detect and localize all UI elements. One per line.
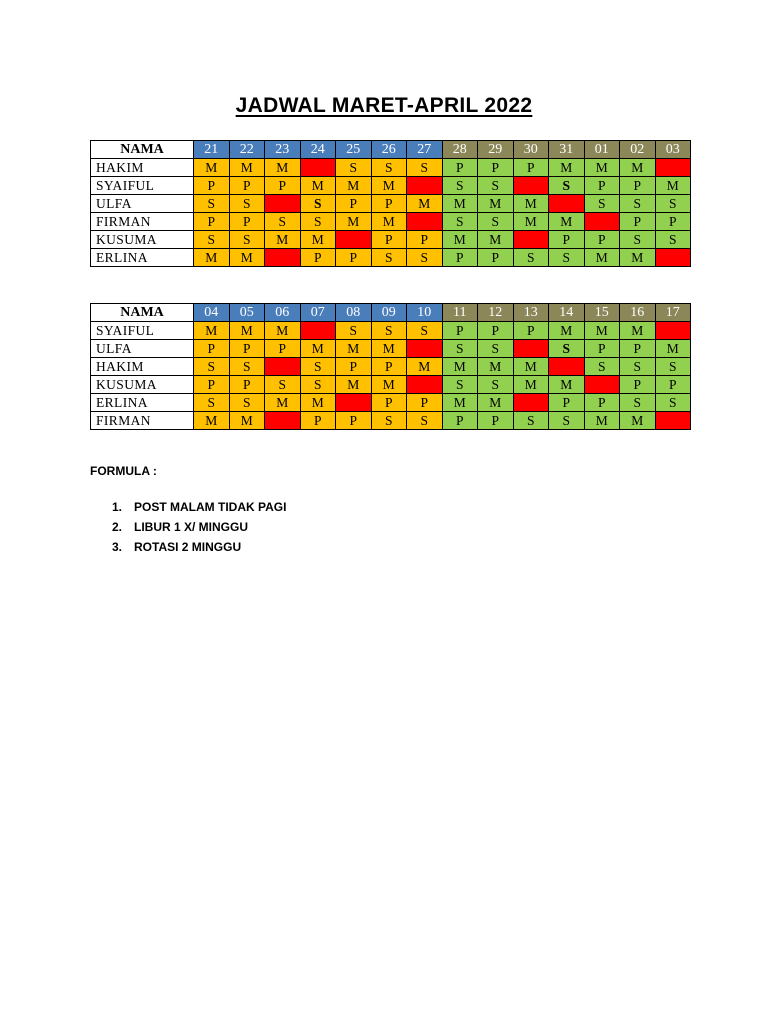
header-row <box>91 304 691 322</box>
table-row <box>91 195 691 213</box>
shift-cell: P <box>407 394 443 412</box>
shift-cell: S <box>194 195 230 213</box>
table-row <box>91 249 691 267</box>
off-day-cell <box>336 394 372 412</box>
shift-cell: M <box>549 322 585 340</box>
shift-cell: S <box>371 159 407 177</box>
day-header: 29 <box>478 141 514 159</box>
shift-cell: M <box>229 249 265 267</box>
shift-cell: M <box>407 195 443 213</box>
shift-cell: M <box>513 358 549 376</box>
off-day-cell <box>265 358 301 376</box>
page-title: JADWAL MARET-APRIL 2022 <box>235 94 533 117</box>
off-day-cell <box>336 231 372 249</box>
shift-cell: P <box>336 358 372 376</box>
off-day-cell <box>265 249 301 267</box>
shift-cell: S <box>584 195 620 213</box>
shift-cell: S <box>194 358 230 376</box>
rule-text: ROTASI 2 MINGGU <box>134 540 242 554</box>
list-number: 1. <box>112 500 123 514</box>
shift-cell: M <box>584 412 620 430</box>
schedule-table-march <box>90 140 691 267</box>
shift-cell: P <box>655 213 691 231</box>
day-header: 08 <box>336 304 372 322</box>
rule-text: POST MALAM TIDAK PAGI <box>134 500 287 514</box>
shift-cell: P <box>265 177 301 195</box>
day-header: 24 <box>300 141 336 159</box>
shift-cell: S <box>229 394 265 412</box>
shift-cell: M <box>478 195 514 213</box>
shift-cell: M <box>229 412 265 430</box>
list-number: 2. <box>112 520 123 534</box>
day-header: 30 <box>513 141 549 159</box>
shift-cell: M <box>194 159 230 177</box>
shift-cell: S <box>620 195 656 213</box>
shift-cell: S <box>620 358 656 376</box>
shift-cell: P <box>229 376 265 394</box>
shift-cell: M <box>336 213 372 231</box>
shift-cell: S <box>194 394 230 412</box>
shift-cell: P <box>300 412 336 430</box>
staff-name: KUSUMA <box>91 376 194 394</box>
shift-cell: P <box>478 249 514 267</box>
shift-cell: P <box>478 412 514 430</box>
off-day-cell <box>300 159 336 177</box>
day-header: 13 <box>513 304 549 322</box>
shift-cell: P <box>336 249 372 267</box>
shift-cell: P <box>620 177 656 195</box>
shift-cell: P <box>620 340 656 358</box>
table-row <box>91 340 691 358</box>
shift-cell: M <box>407 358 443 376</box>
shift-cell: M <box>620 249 656 267</box>
table-row <box>91 231 691 249</box>
shift-cell: M <box>549 213 585 231</box>
shift-cell: M <box>655 177 691 195</box>
shift-cell: P <box>442 159 478 177</box>
name-column-header: NAMA <box>91 304 194 322</box>
shift-cell: S <box>513 412 549 430</box>
shift-cell: S <box>265 213 301 231</box>
staff-name: HAKIM <box>91 358 194 376</box>
table-row <box>91 159 691 177</box>
shift-cell: S <box>229 358 265 376</box>
shift-cell: P <box>620 213 656 231</box>
shift-cell: S <box>336 159 372 177</box>
shift-cell: S <box>549 412 585 430</box>
staff-name: ULFA <box>91 195 194 213</box>
shift-cell: P <box>371 195 407 213</box>
off-day-cell <box>513 394 549 412</box>
off-day-cell <box>655 322 691 340</box>
formula-label: FORMULA : <box>90 464 157 478</box>
shift-cell: S <box>407 412 443 430</box>
day-header: 31 <box>549 141 585 159</box>
shift-cell: P <box>229 177 265 195</box>
shift-cell: S <box>442 177 478 195</box>
table-row <box>91 358 691 376</box>
shift-cell: S <box>407 249 443 267</box>
off-day-cell <box>584 376 620 394</box>
shift-cell: M <box>478 394 514 412</box>
table-row <box>91 376 691 394</box>
shift-cell: M <box>229 159 265 177</box>
day-header: 27 <box>407 141 443 159</box>
shift-cell: S <box>549 340 585 358</box>
shift-cell: P <box>442 412 478 430</box>
shift-cell: S <box>300 376 336 394</box>
shift-cell: S <box>229 231 265 249</box>
off-day-cell <box>407 376 443 394</box>
shift-cell: M <box>655 340 691 358</box>
shift-cell: M <box>265 322 301 340</box>
schedule-table-april <box>90 303 691 430</box>
shift-cell: S <box>655 394 691 412</box>
shift-cell: P <box>549 394 585 412</box>
shift-cell: M <box>300 394 336 412</box>
shift-cell: M <box>194 322 230 340</box>
shift-cell: P <box>194 177 230 195</box>
day-header: 23 <box>265 141 301 159</box>
shift-cell: S <box>442 213 478 231</box>
off-day-cell <box>265 195 301 213</box>
list-item <box>90 500 286 520</box>
shift-cell: S <box>655 358 691 376</box>
off-day-cell <box>407 340 443 358</box>
day-header: 15 <box>584 304 620 322</box>
off-day-cell <box>584 213 620 231</box>
shift-cell: P <box>620 376 656 394</box>
shift-cell: M <box>229 322 265 340</box>
shift-cell: M <box>371 340 407 358</box>
day-header: 26 <box>371 141 407 159</box>
staff-name: SYAIFUL <box>91 322 194 340</box>
shift-cell: S <box>407 322 443 340</box>
staff-name: ERLINA <box>91 249 194 267</box>
off-day-cell <box>513 340 549 358</box>
shift-cell: S <box>300 195 336 213</box>
shift-cell: M <box>442 358 478 376</box>
table-row <box>91 177 691 195</box>
off-day-cell <box>300 322 336 340</box>
shift-cell: P <box>478 322 514 340</box>
shift-cell: M <box>194 249 230 267</box>
day-header: 10 <box>407 304 443 322</box>
day-header: 11 <box>442 304 478 322</box>
rule-text: LIBUR 1 X/ MINGGU <box>134 520 249 534</box>
staff-name: SYAIFUL <box>91 177 194 195</box>
table-row <box>91 394 691 412</box>
shift-cell: M <box>584 249 620 267</box>
off-day-cell <box>655 159 691 177</box>
shift-cell: M <box>620 322 656 340</box>
shift-cell: S <box>442 376 478 394</box>
shift-cell: S <box>265 376 301 394</box>
shift-cell: P <box>371 231 407 249</box>
shift-cell: M <box>513 376 549 394</box>
shift-cell: M <box>620 159 656 177</box>
shift-cell: M <box>371 177 407 195</box>
shift-cell: P <box>229 340 265 358</box>
shift-cell: S <box>478 376 514 394</box>
shift-cell: S <box>478 177 514 195</box>
off-day-cell <box>549 358 585 376</box>
shift-cell: S <box>513 249 549 267</box>
off-day-cell <box>407 177 443 195</box>
day-header: 21 <box>194 141 230 159</box>
shift-cell: P <box>371 394 407 412</box>
shift-cell: M <box>549 376 585 394</box>
shift-cell: P <box>584 177 620 195</box>
shift-cell: P <box>194 213 230 231</box>
name-column-header: NAMA <box>91 141 194 159</box>
shift-cell: P <box>371 358 407 376</box>
off-day-cell <box>655 249 691 267</box>
shift-cell: M <box>265 159 301 177</box>
shift-cell: P <box>513 322 549 340</box>
shift-cell: S <box>584 358 620 376</box>
shift-cell: S <box>620 231 656 249</box>
day-header: 04 <box>194 304 230 322</box>
shift-cell: S <box>549 249 585 267</box>
shift-cell: M <box>442 394 478 412</box>
staff-name: ULFA <box>91 340 194 358</box>
shift-cell: P <box>584 340 620 358</box>
shift-cell: S <box>478 340 514 358</box>
day-header: 25 <box>336 141 372 159</box>
shift-cell: M <box>336 376 372 394</box>
shift-cell: S <box>194 231 230 249</box>
shift-cell: P <box>549 231 585 249</box>
shift-cell: S <box>549 177 585 195</box>
day-header: 07 <box>300 304 336 322</box>
staff-name: FIRMAN <box>91 213 194 231</box>
shift-cell: S <box>442 340 478 358</box>
day-header: 03 <box>655 141 691 159</box>
table-row <box>91 412 691 430</box>
shift-cell: M <box>620 412 656 430</box>
shift-cell: P <box>655 376 691 394</box>
shift-cell: P <box>584 394 620 412</box>
shift-cell: P <box>407 231 443 249</box>
shift-cell: P <box>478 159 514 177</box>
day-header: 01 <box>584 141 620 159</box>
staff-name: HAKIM <box>91 159 194 177</box>
off-day-cell <box>407 213 443 231</box>
shift-cell: P <box>584 231 620 249</box>
shift-cell: M <box>478 231 514 249</box>
shift-cell: S <box>655 195 691 213</box>
day-header: 05 <box>229 304 265 322</box>
staff-name: KUSUMA <box>91 231 194 249</box>
list-number: 3. <box>112 540 123 554</box>
shift-cell: P <box>265 340 301 358</box>
shift-cell: P <box>194 376 230 394</box>
table-row <box>91 213 691 231</box>
shift-cell: S <box>300 358 336 376</box>
staff-name: ERLINA <box>91 394 194 412</box>
shift-cell: M <box>478 358 514 376</box>
off-day-cell <box>265 412 301 430</box>
shift-cell: S <box>620 394 656 412</box>
shift-cell: M <box>442 231 478 249</box>
shift-cell: S <box>407 159 443 177</box>
off-day-cell <box>655 412 691 430</box>
shift-cell: P <box>442 322 478 340</box>
shift-cell: S <box>371 249 407 267</box>
shift-cell: S <box>336 322 372 340</box>
shift-cell: S <box>655 231 691 249</box>
day-header: 16 <box>620 304 656 322</box>
shift-cell: P <box>336 195 372 213</box>
shift-cell: P <box>442 249 478 267</box>
shift-cell: S <box>371 322 407 340</box>
list-item <box>90 520 286 540</box>
off-day-cell <box>513 177 549 195</box>
shift-cell: M <box>194 412 230 430</box>
shift-cell: P <box>336 412 372 430</box>
staff-name: FIRMAN <box>91 412 194 430</box>
shift-cell: M <box>371 376 407 394</box>
shift-cell: M <box>584 322 620 340</box>
shift-cell: M <box>336 177 372 195</box>
shift-cell: P <box>513 159 549 177</box>
shift-cell: M <box>442 195 478 213</box>
shift-cell: M <box>513 213 549 231</box>
day-header: 14 <box>549 304 585 322</box>
off-day-cell <box>513 231 549 249</box>
list-item <box>90 540 286 560</box>
day-header: 17 <box>655 304 691 322</box>
table-row <box>91 322 691 340</box>
day-header: 09 <box>371 304 407 322</box>
shift-cell: M <box>371 213 407 231</box>
shift-cell: M <box>549 159 585 177</box>
off-day-cell <box>549 195 585 213</box>
shift-cell: S <box>300 213 336 231</box>
shift-cell: P <box>194 340 230 358</box>
day-header: 06 <box>265 304 301 322</box>
shift-cell: M <box>513 195 549 213</box>
day-header: 02 <box>620 141 656 159</box>
day-header: 28 <box>442 141 478 159</box>
shift-cell: M <box>300 231 336 249</box>
shift-cell: M <box>584 159 620 177</box>
formula-list <box>90 500 286 560</box>
shift-cell: P <box>229 213 265 231</box>
shift-cell: M <box>265 394 301 412</box>
shift-cell: S <box>371 412 407 430</box>
shift-cell: S <box>229 195 265 213</box>
shift-cell: M <box>265 231 301 249</box>
shift-cell: M <box>336 340 372 358</box>
day-header: 22 <box>229 141 265 159</box>
shift-cell: P <box>300 249 336 267</box>
shift-cell: M <box>300 177 336 195</box>
header-row <box>91 141 691 159</box>
shift-cell: S <box>478 213 514 231</box>
day-header: 12 <box>478 304 514 322</box>
shift-cell: M <box>300 340 336 358</box>
